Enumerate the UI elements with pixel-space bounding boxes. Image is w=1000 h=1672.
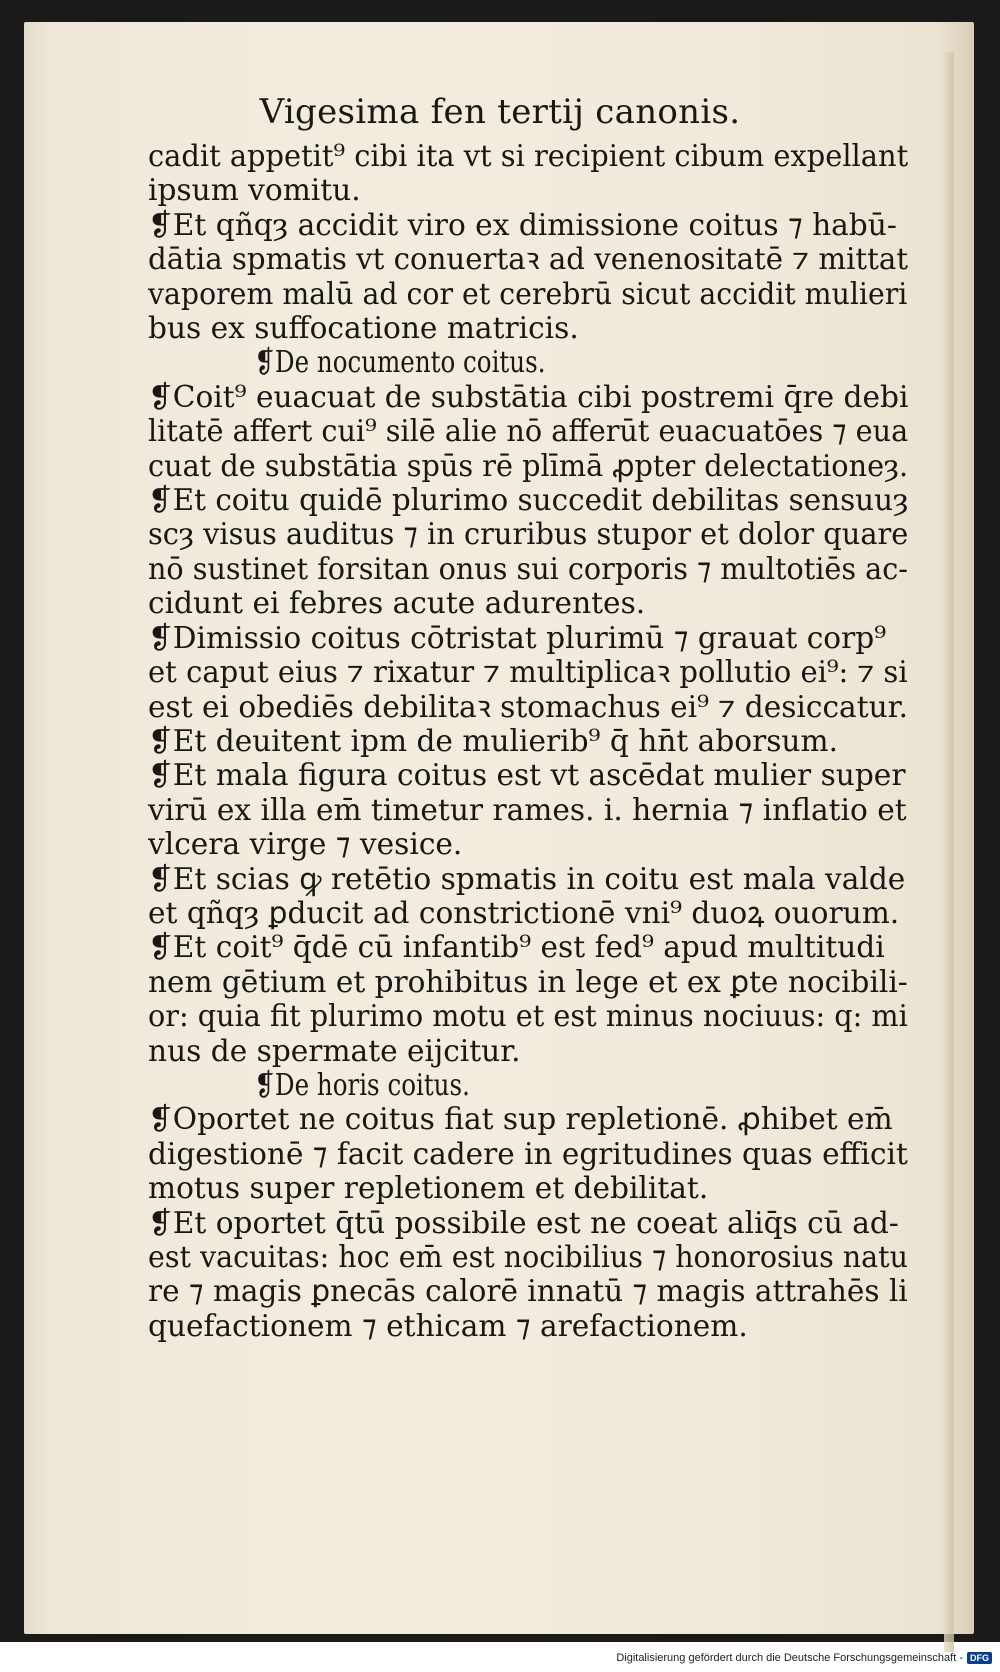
digitization-credit — [616, 1652, 992, 1664]
text-line: ipsum vomitu. — [148, 173, 361, 209]
text-line: dātia spmatis vt conuertaꝛ ad venenositatē ⁊ mittat — [148, 242, 909, 278]
text-line: cidunt ei febres acute adurentes. — [148, 586, 646, 622]
text-line: ❡Et coitu quidē plurimo succedit debilitas sensuuȝ — [148, 483, 909, 519]
text-line: scȝ visus auditus ⁊ in cruribus stupor et dolor quare — [148, 517, 909, 553]
running-head: Vigesima fen tertij canonis. — [259, 92, 741, 132]
text-line: vlcera virge ⁊ vesice. — [148, 827, 463, 863]
text-line: virū ex illa em̄ timetur rames. i. hernia ⁊ inflatio et — [148, 792, 907, 828]
text-line: ❡Et oportet q̄tū possibile est ne coeat aliq̄s cū ad- — [148, 1205, 899, 1241]
text-line: et qñqȝ ꝑducit ad constrictionē vni⁹ duoꝝ ouorum. — [148, 895, 900, 931]
text-line: est vacuitas: hoc em̄ est nocibilius ⁊ honorosius natu — [148, 1240, 908, 1275]
page-edge — [944, 52, 954, 1652]
text-line: nus de spermate eijcitur. — [148, 1033, 521, 1069]
text-line: motus super repletionem et debilitat. — [148, 1171, 709, 1207]
text-line: ❡Et coit⁹ q̄dē cū infantib⁹ est fed⁹ apud multitudi — [148, 930, 885, 966]
section-heading: ❡De nocumento coitus. — [254, 345, 546, 381]
text-line: cadit appetit⁹ cibi ita vt si recipient cibum expellant — [148, 139, 909, 174]
text-line: ❡Et qñqȝ accidit viro ex dimissione coitus ⁊ habū- — [148, 207, 897, 243]
text-line: ❡Et deuitent ipm de mulierib⁹ q̄ hn̄t aborsum. — [148, 723, 839, 759]
text-block — [148, 140, 918, 1344]
text-line: digestionē ⁊ facit cadere in egritudines quas efficit — [148, 1136, 908, 1172]
text-line: ❡Coit⁹ euacuat de substātia cibi postremi q̄re debi — [148, 379, 909, 415]
text-line: nem gētium et prohibitus in lege et ex ꝑte nocibili- — [148, 964, 908, 1000]
text-line: cuat de substātia spūs rē plīmā ꝓpter delectationeȝ. — [148, 448, 909, 484]
dfg-logo: DFG — [967, 1652, 992, 1664]
text-line: vaporem malū ad cor et cerebrū sicut accidit mulieri — [148, 276, 908, 312]
text-line: bus ex suffocatione matricis. — [148, 311, 579, 347]
text-line: nō sustinet forsitan onus sui corporis ⁊ multotiēs ac- — [148, 551, 908, 587]
text-line: et caput eius ⁊ rixatur ⁊ multiplicaꝛ pollutio ei⁹: ⁊ si — [148, 655, 908, 691]
text-line: litatē affert cui⁹ silē alie nō afferūt euacuatōes ⁊ eua — [148, 414, 909, 450]
text-line: ❡Dimissio coitus cōtristat plurimū ⁊ grauat corp⁹ — [148, 620, 887, 656]
text-line: or: quia fit plurimo motu et est minus nociuus: q: mi — [148, 999, 908, 1035]
credit-text: Digitalisierung gefördert durch die Deutsche Forschungsgemeinschaft - — [616, 1652, 963, 1664]
text-line: re ⁊ magis ꝑnecās calorē innatū ⁊ magis attrahēs li — [148, 1274, 908, 1310]
text-line: est ei obediēs debilitaꝛ stomachus ei⁹ ⁊ desiccatur. — [148, 689, 908, 725]
text-line: quefactionem ⁊ ethicam ⁊ arefactionem. — [148, 1308, 748, 1344]
text-line: ❡Et scias ꝙ retētio spmatis in coitu est mala valde — [148, 861, 906, 897]
text-line: ❡Oportet ne coitus fiat sup repletionē. ꝓhibet em̄ — [148, 1102, 893, 1138]
text-line: ❡Et mala figura coitus est vt ascēdat mulier super — [148, 758, 906, 794]
section-heading: ❡De horis coitus. — [254, 1067, 470, 1103]
